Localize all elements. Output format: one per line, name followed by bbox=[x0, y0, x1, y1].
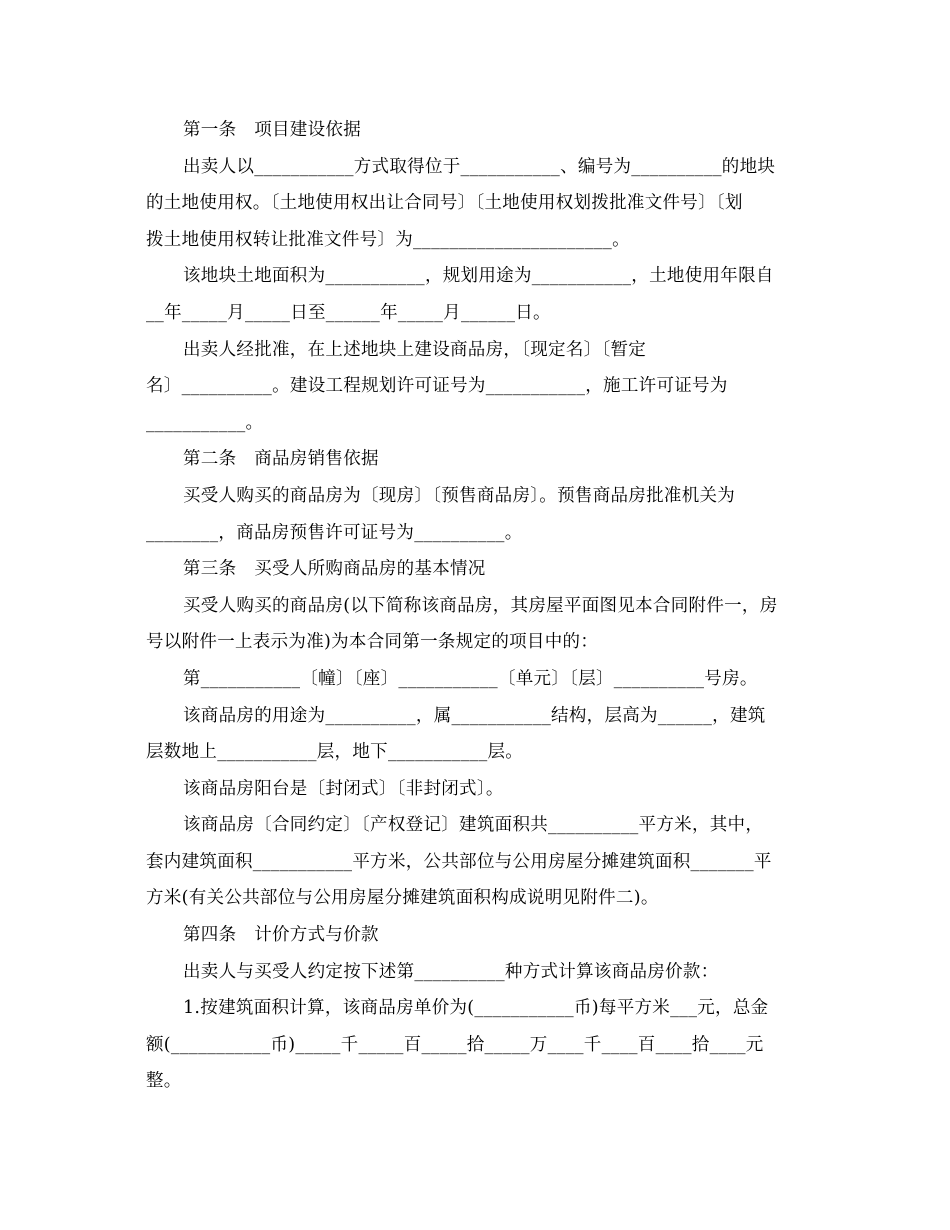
paragraph-line: 出卖人与买受人约定按下述第__________种方式计算该商品房价款： bbox=[183, 961, 719, 982]
paragraph-line: 出卖人经批准，在上述地块上建设商品房，〔现定名〕〔暂定 bbox=[183, 339, 647, 360]
paragraph-line: 1.按建筑面积计算，该商品房单价为(___________币)每平方米___元，总金 bbox=[183, 998, 769, 1019]
paragraph-line: ___________。 bbox=[146, 412, 264, 433]
article-heading: 第二条 商品房销售依据 bbox=[183, 449, 379, 470]
paragraph-line: 该商品房的用途为__________，属___________结构，层高为______，建筑 bbox=[183, 705, 766, 726]
paragraph-line: 买受人购买的商品房为〔现房〕〔预售商品房〕。预售商品房批准机关为 bbox=[183, 485, 736, 506]
paragraph-line: 买受人购买的商品房(以下简称该商品房，其房屋平面图见本合同附件一，房 bbox=[183, 595, 778, 616]
article-heading: 第四条 计价方式与价款 bbox=[183, 925, 379, 946]
paragraph-line: 出卖人以___________方式取得位于___________、编号为__________的地块 bbox=[183, 156, 776, 177]
paragraph-line: __年_____月_____日至______年_____月______日。 bbox=[146, 302, 551, 323]
paragraph-line: 名〕__________。建设工程规划许可证号为___________，施工许可证号为 bbox=[146, 376, 728, 397]
paragraph-line: 层数地上___________层，地下___________层。 bbox=[146, 742, 524, 763]
paragraph-line: 方米(有关公共部位与公用房屋分摊建筑面积构成说明见附件二)。 bbox=[146, 888, 659, 909]
paragraph-line: 拨土地使用权转让批准文件号〕为______________________。 bbox=[146, 229, 630, 250]
paragraph-line: 第___________〔幢〕〔座〕___________〔单元〕〔层〕__________号房。 bbox=[183, 668, 758, 689]
article-heading: 第三条 买受人所购商品房的基本情况 bbox=[183, 559, 486, 580]
paragraph-line: ________，商品房预售许可证号为__________。 bbox=[146, 522, 523, 543]
paragraph-line: 该地块土地面积为___________，规划用途为___________，土地使用年限自 bbox=[183, 266, 774, 287]
paragraph-line: 的土地使用权。〔土地使用权出让合同号〕〔土地使用权划拨批准文件号〕〔划 bbox=[146, 193, 743, 214]
paragraph-line: 额(___________币)_____千_____百_____拾_____万____千____百____拾____元 bbox=[146, 1034, 764, 1055]
article-heading: 第一条 项目建设依据 bbox=[183, 120, 361, 140]
paragraph-line: 该商品房阳台是〔封闭式〕〔非封闭式〕。 bbox=[183, 778, 504, 799]
paragraph-line: 该商品房〔合同约定〕〔产权登记〕建筑面积共__________平方米，其中， bbox=[183, 815, 764, 836]
paragraph-line: 号以附件一上表示为准)为本合同第一条规定的项目中的： bbox=[146, 632, 599, 653]
contract-text bbox=[146, 112, 806, 1100]
paragraph-line: 整。 bbox=[146, 1071, 182, 1092]
paragraph-line: 套内建筑面积___________平方米，公共部位与公用房屋分摊建筑面积_______平 bbox=[146, 851, 772, 872]
